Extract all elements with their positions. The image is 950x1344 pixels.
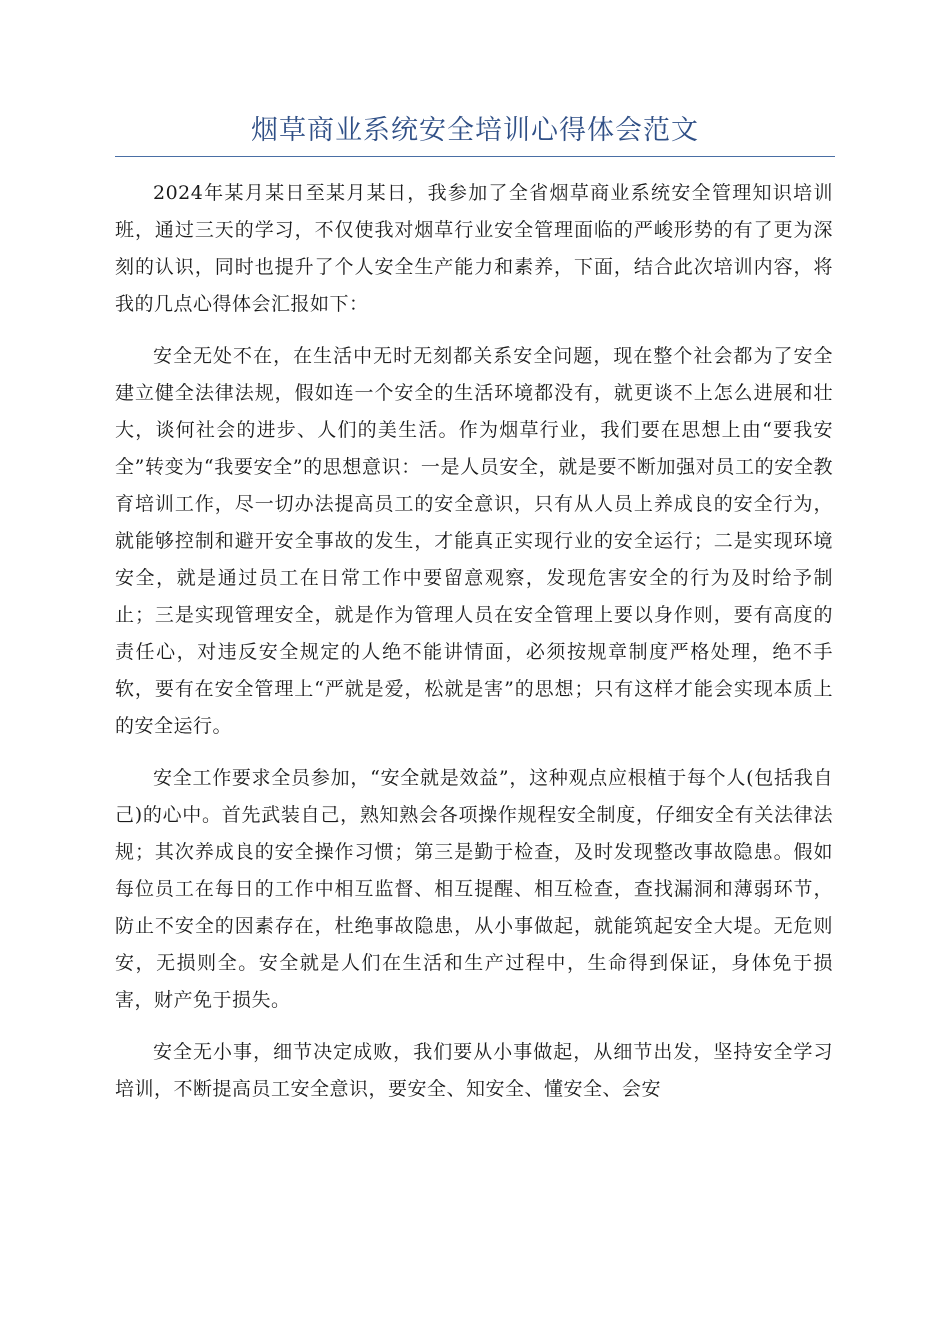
document-body bbox=[115, 175, 833, 1123]
paragraph-3: 安全工作要求全员参加，“安全就是效益”，这种观点应根植于每个人(包括我自己)的心中。首先武装自己，熟知熟会各项操作规程安全制度，仔细安全有关法律法规；其次养成良的安全操作习惯；第三是勤于检查，及时发现整改事故隐患。假如每位员工在每日的工作中相互监督、相互提醒、相互检查，查找漏洞和薄弱环节，防止不安全的因素存在，杜绝事故隐患，从小事做起，就能筑起安全大堤。无危则安，无损则全。安全就是人们在生活和生产过程中，生命得到保证，身体免于损害，财产免于损失。 bbox=[115, 767, 833, 1011]
paragraph-2: 安全无处不在，在生活中无时无刻都关系安全问题，现在整个社会都为了安全建立健全法律法规，假如连一个安全的生活环境都没有，就更谈不上怎么进展和壮大，谈何社会的进步、人们的美生活。作为烟草行业，我们要在思想上由“要我安全”转变为“我要安全”的思想意识：一是人员安全，就是要不断加强对员工的安全教育培训工作，尽一切办法提高员工的安全意识，只有从人员上养成良的安全行为，就能够控制和避开安全事故的发生，才能真正实现行业的安全运行；二是实现环境安全，就是通过员工在日常工作中要留意观察，发现危害安全的行为及时给予制止；三是实现管理安全，就是作为管理人员在安全管理上要以身作则，要有高度的责任心，对违反安全规定的人绝不能讲情面，必须按规章制度严格处理，绝不手软，要有在安全管理上“严就是爱，松就是害”的思想；只有这样才能会实现本质上的安全运行。 bbox=[115, 345, 833, 737]
paragraph-1: 2024年某月某日至某月某日，我参加了全省烟草商业系统安全管理知识培训班，通过三天的学习，不仅使我对烟草行业安全管理面临的严峻形势的有了更为深刻的认识，同时也提升了个人安全生产能力和素养，下面，结合此次培训内容，将我的几点心得体会汇报如下： bbox=[115, 182, 833, 315]
document-title: 烟草商业系统安全培训心得体会范文 bbox=[251, 115, 699, 146]
paragraph-4: 安全无小事，细节决定成败，我们要从小事做起，从细节出发，坚持安全学习培训，不断提高员工安全意识，要安全、知安全、懂安全、会安 bbox=[115, 1041, 833, 1100]
title-block bbox=[115, 112, 835, 157]
